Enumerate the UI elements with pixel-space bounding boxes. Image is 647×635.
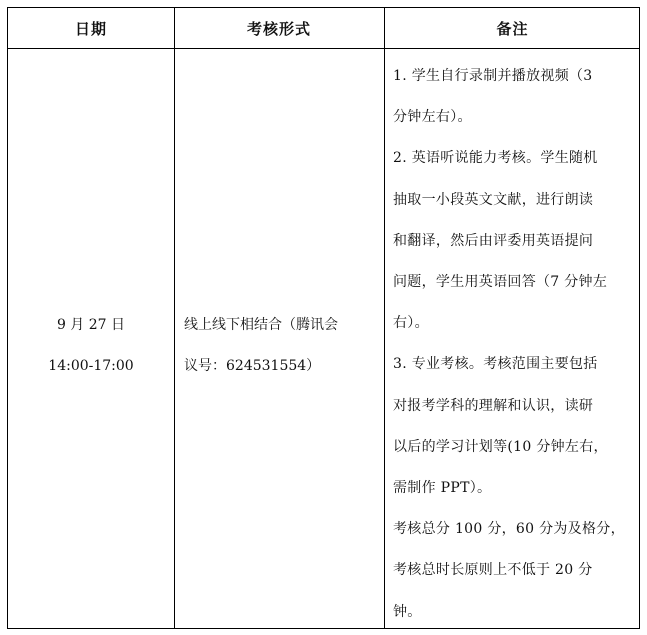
header-date: 日期 xyxy=(74,19,107,38)
remarks-line: 钟。 xyxy=(393,603,422,620)
column-divider-1 xyxy=(174,8,175,628)
remarks-line: 分钟左右）。 xyxy=(393,109,472,126)
remarks-cell xyxy=(393,56,641,633)
format-line-1: 线上线下相结合（腾讯会 xyxy=(184,317,338,333)
remarks-line: 对报考学科的理解和认识，读研 xyxy=(393,397,594,414)
schedule-table xyxy=(7,7,640,629)
header-remarks: 备注 xyxy=(496,19,529,38)
remarks-line: 右）。 xyxy=(393,315,429,332)
header-divider xyxy=(8,48,639,49)
format-line-2: 议号：624531554） xyxy=(184,358,321,374)
remarks-line: 3. 专业考核。考核范围主要包括 xyxy=(393,356,598,373)
remarks-line: 以后的学习计划等(10 分钟左右， xyxy=(393,438,608,455)
remarks-line: 需制作 PPT）。 xyxy=(393,480,492,497)
remarks-line: 和翻译，然后由评委用英语提问 xyxy=(393,232,594,249)
remarks-line: 考核总时长原则上不低于 20 分 xyxy=(393,562,593,579)
date-day: 9 月 27 日 xyxy=(56,317,126,333)
remarks-line: 考核总分 100 分，60 分为及格分， xyxy=(393,521,625,538)
column-divider-2 xyxy=(384,8,385,628)
header-format: 考核形式 xyxy=(246,19,311,38)
remarks-line: 问题，学生用英语回答（7 分钟左 xyxy=(393,274,608,291)
remarks-line: 2. 英语听说能力考核。学生随机 xyxy=(393,150,598,167)
remarks-line: 抽取一小段英文文献，进行朗读 xyxy=(393,191,594,208)
remarks-line: 1. 学生自行录制并播放视频（3 xyxy=(393,68,593,84)
date-time: 14:00-17:00 xyxy=(48,358,134,374)
